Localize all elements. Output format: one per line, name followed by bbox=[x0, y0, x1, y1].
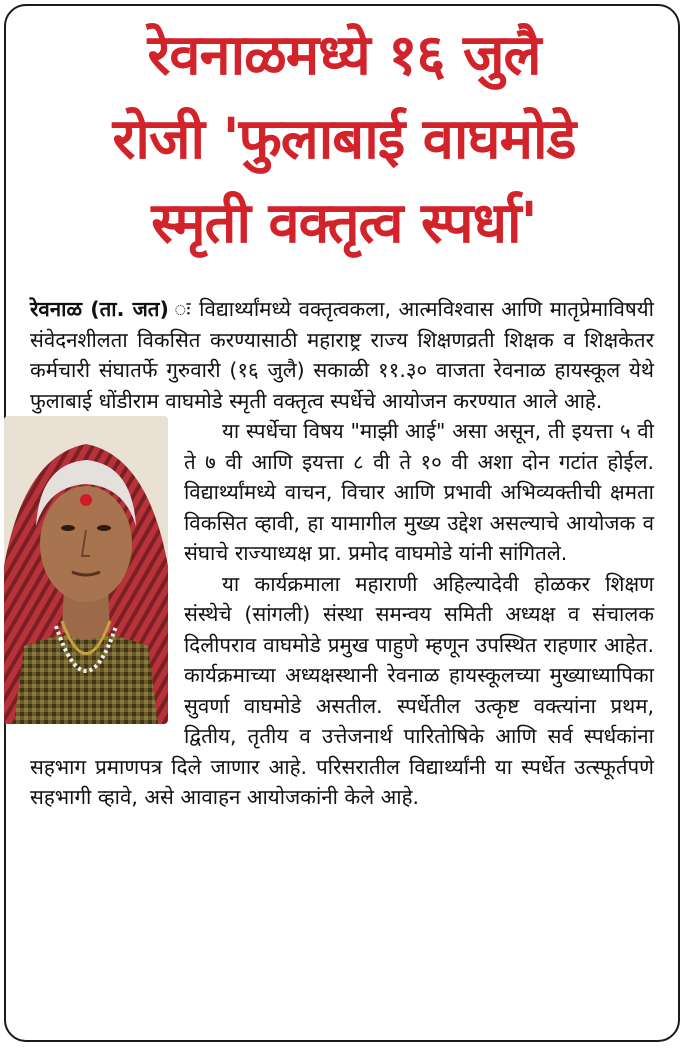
portrait-photo bbox=[4, 416, 168, 724]
paragraph-1-text: विद्यार्थ्यांमध्ये वक्तृत्वकला, आत्मविश्वास आणि मातृप्रेमाविषयी संवेदनशीलता विकसित करण्यासाठी महाराष्ट्र राज्य शिक्षणव्रती शिक्षक व शिक्षकेतर कर्मचारी संघातर्फे गुरुवारी (१६ जुलै) सकाळी ११.३० वाजता रेवनाळ हायस्कूल येथे फुलाबाई धोंडीराम वाघमोडे स्मृती वक्तृत्व स्पर्धेचे आयोजन करण्यात आले आहे. bbox=[30, 297, 654, 413]
dateline: रेवनाळ (ता. जत) bbox=[30, 297, 169, 321]
paragraph-2: या स्पर्धेचा विषय "माझी आई" असा असून, ती इयत्ता ५ वी ते ७ वी आणि इयत्ता ८ वी ते १० वी अशा दोन गटांत होईल. विद्यार्थ्यांमध्ये वाचन, विचार आणि प्रभावी अभिव्यक्तीची क्षमता विकसित व्हावी, हा यामागील मुख्य उद्देश असल्याचे आयोजक व संघाचे राज्याध्यक्ष प्रा. प्रमोद वाघमोडे यांनी सांगितले. bbox=[184, 419, 654, 565]
portrait-image bbox=[4, 416, 168, 724]
paragraph-3: या कार्यक्रमाला महाराणी अहिल्यादेवी होळकर शिक्षण संस्थेचे (सांगली) संस्था समन्वय समिती अध्यक्ष व संचालक दिलीपराव वाघमोडे प्रमुख पाहुणे म्हणून उपस्थित राहणार आहेत. कार्यक्रमाच्या अध्यक्षस्थानी रेवनाळ हायस्कूलच्या मुख्याध्यापिका सुवर्णा वाघमोडे असतील. स्पर्धेतील उत्कृष्ट वक्त्यांना प्रथम, द्वितीय, तृतीय व उत्तेजनार्थ पारितोषिके आणि सर्व स्पर्धकांना सहभाग प्रमाणपत्र दिले जाणार आहे. परिसरातील विद्यार्थ्यांनी या स्पर्धेत उत्स्फूर्तपणे सहभागी व्हावे, असे आवाहन आयोजकांनी केले आहे. bbox=[30, 571, 654, 809]
dateline-separator: ः bbox=[168, 297, 200, 321]
article-headline bbox=[10, 14, 678, 266]
headline-line-2: रोजी 'फुलाबाई वाघमोडे bbox=[112, 107, 576, 172]
paragraph-1 bbox=[30, 294, 654, 416]
headline-line-3: स्मृती वक्तृत्व स्पर्धा' bbox=[151, 191, 537, 256]
headline-line-1: रेवनाळमध्ये १६ जुलै bbox=[147, 23, 541, 88]
article-body bbox=[30, 294, 654, 813]
